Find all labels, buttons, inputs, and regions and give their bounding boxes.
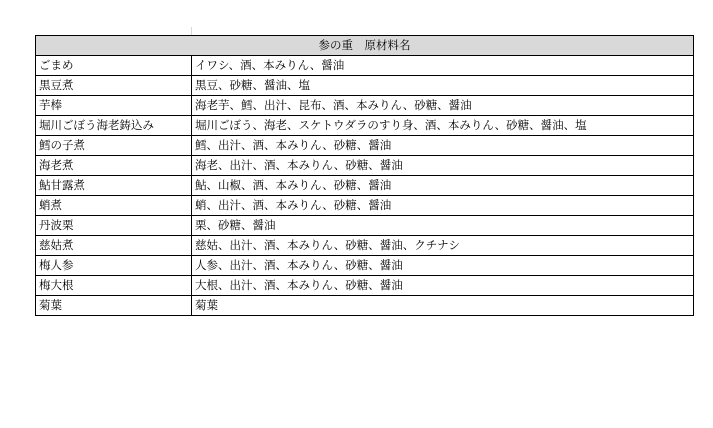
ingredients-cell[interactable]: 鱈、出汁、酒、本みりん、砂糖、醤油 xyxy=(192,136,694,156)
table-row xyxy=(36,96,694,116)
ingredients-cell[interactable]: 海老芋、鱈、出汁、昆布、酒、本みりん、砂糖、醤油 xyxy=(192,96,694,116)
dish-name-cell[interactable]: 菊葉 xyxy=(36,296,192,316)
ingredients-cell[interactable]: 蛸、出汁、酒、本みりん、砂糖、醤油 xyxy=(192,196,694,216)
table-title: 参の重 原材料名 xyxy=(36,36,694,56)
dish-name-cell[interactable]: ごまめ xyxy=(36,56,192,76)
ingredients-cell[interactable]: 黒豆、砂糖、醤油、塩 xyxy=(192,76,694,96)
dish-name-cell[interactable]: 梅大根 xyxy=(36,276,192,296)
ingredients-cell[interactable]: 慈姑、出汁、酒、本みりん、砂糖、醤油、クチナシ xyxy=(192,236,694,256)
dish-name-cell[interactable]: 鮎甘露煮 xyxy=(36,176,192,196)
table-row xyxy=(36,236,694,256)
column-divider-mark xyxy=(191,27,192,35)
ingredients-cell[interactable]: 人参、出汁、酒、本みりん、砂糖、醤油 xyxy=(192,256,694,276)
ingredients-cell[interactable]: 大根、出汁、酒、本みりん、砂糖、醤油 xyxy=(192,276,694,296)
table-row xyxy=(36,156,694,176)
dish-name-cell[interactable]: 鱈の子煮 xyxy=(36,136,192,156)
table-row xyxy=(36,136,694,156)
ingredients-cell[interactable]: イワシ、酒、本みりん、醤油 xyxy=(192,56,694,76)
ingredients-cell[interactable]: 海老、出汁、酒、本みりん、砂糖、醤油 xyxy=(192,156,694,176)
dish-name-cell[interactable]: 黒豆煮 xyxy=(36,76,192,96)
ingredients-cell[interactable]: 栗、砂糖、醤油 xyxy=(192,216,694,236)
dish-name-cell[interactable]: 蛸煮 xyxy=(36,196,192,216)
table-row xyxy=(36,296,694,316)
ingredients-cell[interactable]: 鮎、山椒、酒、本みりん、砂糖、醤油 xyxy=(192,176,694,196)
table-row xyxy=(36,116,694,136)
table-row xyxy=(36,76,694,96)
dish-name-cell[interactable]: 丹波栗 xyxy=(36,216,192,236)
table-row xyxy=(36,276,694,296)
dish-name-cell[interactable]: 芋棒 xyxy=(36,96,192,116)
ingredients-cell[interactable]: 堀川ごぼう、海老、スケトウダラのすり身、酒、本みりん、砂糖、醤油、塩 xyxy=(192,116,694,136)
table-row xyxy=(36,196,694,216)
dish-name-cell[interactable]: 慈姑煮 xyxy=(36,236,192,256)
table-row xyxy=(36,216,694,236)
dish-name-cell[interactable]: 堀川ごぼう海老鋳込み xyxy=(36,116,192,136)
ingredients-cell[interactable]: 菊葉 xyxy=(192,296,694,316)
dish-name-cell[interactable]: 海老煮 xyxy=(36,156,192,176)
table-row xyxy=(36,256,694,276)
dish-name-cell[interactable]: 梅人参 xyxy=(36,256,192,276)
ingredients-table xyxy=(35,35,694,316)
table-header-row xyxy=(36,36,694,56)
table-row xyxy=(36,176,694,196)
table-row xyxy=(36,56,694,76)
